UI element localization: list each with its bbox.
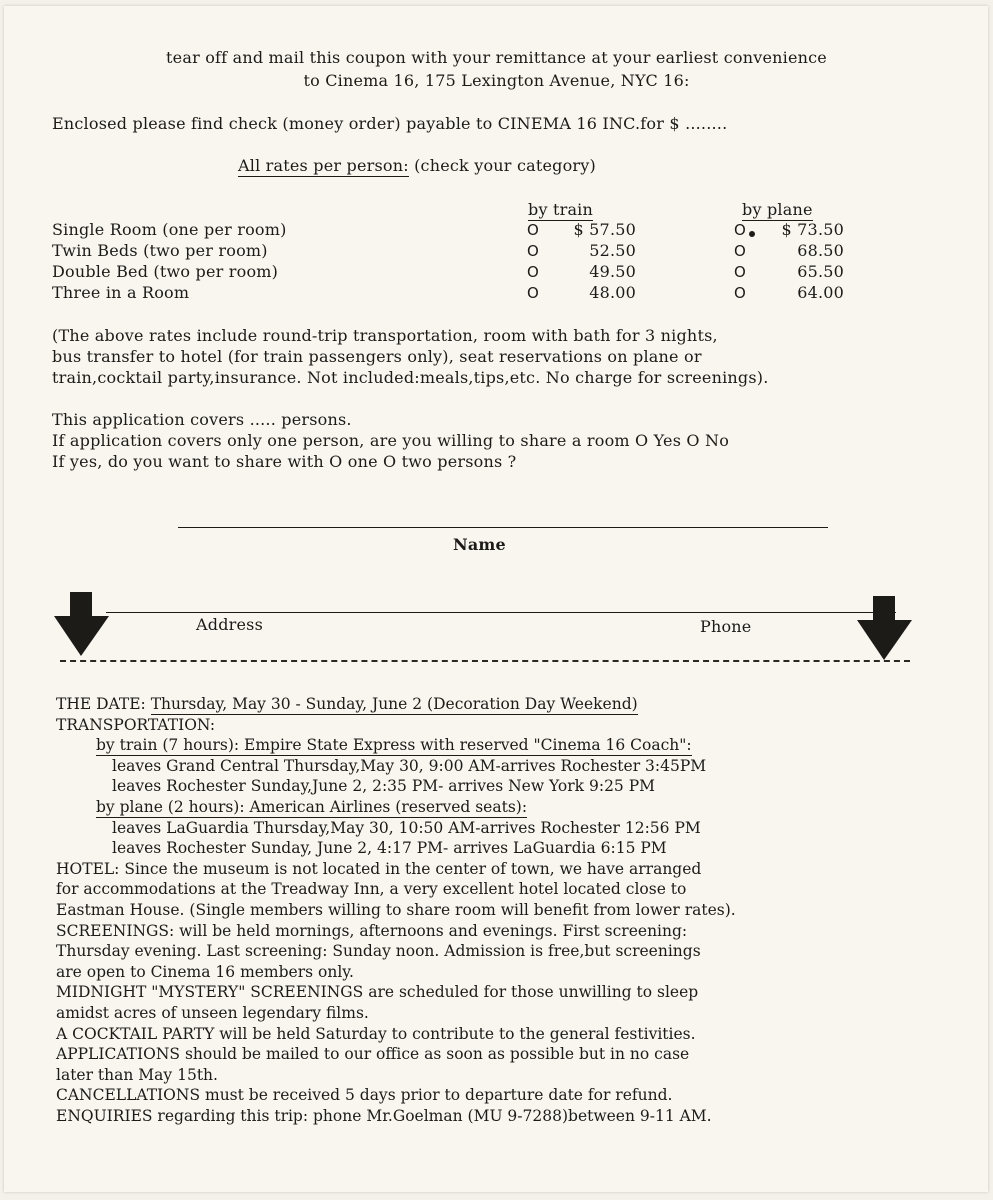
plane-rate: 64.00 bbox=[797, 283, 844, 302]
address-input-line[interactable] bbox=[106, 612, 896, 613]
train-rate: 49.50 bbox=[589, 262, 636, 281]
train-rate: 52.50 bbox=[589, 241, 636, 260]
hotel-line: Eastman House. (Single members willing to share room will benefit from lower rates). bbox=[56, 900, 736, 919]
includes-line: (The above rates include round-trip transportation, room with bath for 3 nights, bbox=[52, 326, 718, 345]
hotel-line: for accommodations at the Treadway Inn, a very excellent hotel located close to bbox=[56, 880, 687, 899]
plane-heading: by plane (2 hours): American Airlines (reserved seats): bbox=[96, 797, 528, 816]
transportation-label: TRANSPORTATION: bbox=[56, 715, 216, 734]
enquiries-line: ENQUIRIES regarding this trip: phone Mr.Goelman (MU 9-7288)between 9-11 AM. bbox=[56, 1106, 712, 1125]
plane-checkbox[interactable]: O bbox=[734, 284, 746, 302]
tear-off-line[interactable] bbox=[60, 660, 910, 662]
train-rate: $ 57.50 bbox=[573, 220, 636, 239]
rates-heading-label: All rates per person: bbox=[238, 156, 409, 175]
share-with-question[interactable]: If yes, do you want to share with O one O two persons ? bbox=[52, 452, 517, 471]
screenings-line: Thursday evening. Last screening: Sunday noon. Admission is free,but screenings bbox=[56, 942, 701, 961]
tear-off-arrow-left-icon bbox=[52, 590, 112, 660]
plane-rate: 65.50 bbox=[797, 262, 844, 281]
share-room-question[interactable]: If application covers only one person, are you willing to share a room O Yes O No bbox=[52, 431, 730, 450]
plane-rate: 68.50 bbox=[797, 241, 844, 260]
rate-category: Three in a Room bbox=[52, 283, 190, 302]
rate-category: Single Room (one per room) bbox=[52, 220, 287, 239]
train-checkbox[interactable]: O bbox=[527, 263, 539, 281]
trip-details bbox=[56, 694, 956, 1126]
plane-checkbox[interactable]: O bbox=[734, 263, 746, 281]
train-checkbox[interactable]: O bbox=[527, 242, 539, 260]
tear-off-arrow-right-icon bbox=[854, 594, 914, 664]
name-input-line[interactable] bbox=[178, 527, 828, 528]
cancellations-line: CANCELLATIONS must be received 5 days prior to departure date for refund. bbox=[56, 1086, 673, 1105]
rate-category: Twin Beds (two per room) bbox=[52, 241, 268, 260]
date-line: THE DATE: Thursday, May 30 - Sunday, June 2 (Decoration Day Weekend) bbox=[56, 695, 638, 713]
column-header-plane: by plane bbox=[742, 200, 813, 219]
plane-rate: $ 73.50 bbox=[781, 220, 844, 239]
address-label: Address bbox=[196, 615, 263, 634]
train-heading: by train (7 hours): Empire State Express with reserved "Cinema 16 Coach": bbox=[96, 736, 692, 755]
includes-line: bus transfer to hotel (for train passengers only), seat reservations on plane or bbox=[52, 347, 702, 366]
train-checkbox[interactable]: O bbox=[527, 284, 539, 302]
applications-line: later than May 15th. bbox=[56, 1065, 218, 1084]
screenings-line: are open to Cinema 16 members only. bbox=[56, 962, 354, 981]
plane-checkbox[interactable]: O bbox=[734, 221, 746, 239]
midnight-line: MIDNIGHT "MYSTERY" SCREENINGS are scheduled for those unwilling to sleep bbox=[56, 983, 699, 1002]
persons-count-line[interactable]: This application covers ..... persons. bbox=[52, 410, 352, 429]
applications-line: APPLICATIONS should be mailed to our office as soon as possible but in no case bbox=[56, 1045, 690, 1064]
column-header-train: by train bbox=[528, 200, 594, 219]
name-label: Name bbox=[453, 535, 506, 554]
train-checkbox[interactable]: O bbox=[527, 221, 539, 239]
plane-leg: leaves LaGuardia Thursday,May 30, 10:50 AM-arrives Rochester 12:56 PM bbox=[112, 818, 701, 837]
rate-category: Double Bed (two per room) bbox=[52, 262, 279, 281]
hotel-line: HOTEL: Since the museum is not located in the center of town, we have arranged bbox=[56, 859, 702, 878]
train-leg: leaves Rochester Sunday,June 2, 2:35 PM- arrives New York 9:25 PM bbox=[112, 777, 656, 796]
rates-heading-note: (check your category) bbox=[414, 156, 596, 175]
cocktail-line: A COCKTAIL PARTY will be held Saturday to contribute to the general festivities. bbox=[56, 1024, 696, 1043]
header-line-1: tear off and mail this coupon with your remittance at your earliest convenience bbox=[166, 48, 827, 67]
plane-leg: leaves Rochester Sunday, June 2, 4:17 PM- arrives LaGuardia 6:15 PM bbox=[112, 839, 667, 858]
phone-label: Phone bbox=[700, 617, 752, 636]
train-rate: 48.00 bbox=[589, 283, 636, 302]
includes-line: train,cocktail party,insurance. Not included:meals,tips,etc. No charge for screenings). bbox=[52, 368, 769, 387]
midnight-line: amidst acres of unseen legendary films. bbox=[56, 1003, 369, 1022]
plane-checkbox[interactable]: O bbox=[734, 242, 746, 260]
header-line-2: to Cinema 16, 175 Lexington Avenue, NYC 16: bbox=[303, 71, 690, 90]
train-leg: leaves Grand Central Thursday,May 30, 9:00 AM-arrives Rochester 3:45PM bbox=[112, 756, 707, 775]
enclosed-statement: Enclosed please find check (money order) payable to CINEMA 16 INC.for $ ........ bbox=[52, 114, 728, 133]
rates-heading bbox=[238, 156, 596, 177]
screenings-line: SCREENINGS: will be held mornings, afternoons and evenings. First screening: bbox=[56, 921, 688, 940]
date-value: Thursday, May 30 - Sunday, June 2 (Decoration Day Weekend) bbox=[150, 695, 638, 713]
